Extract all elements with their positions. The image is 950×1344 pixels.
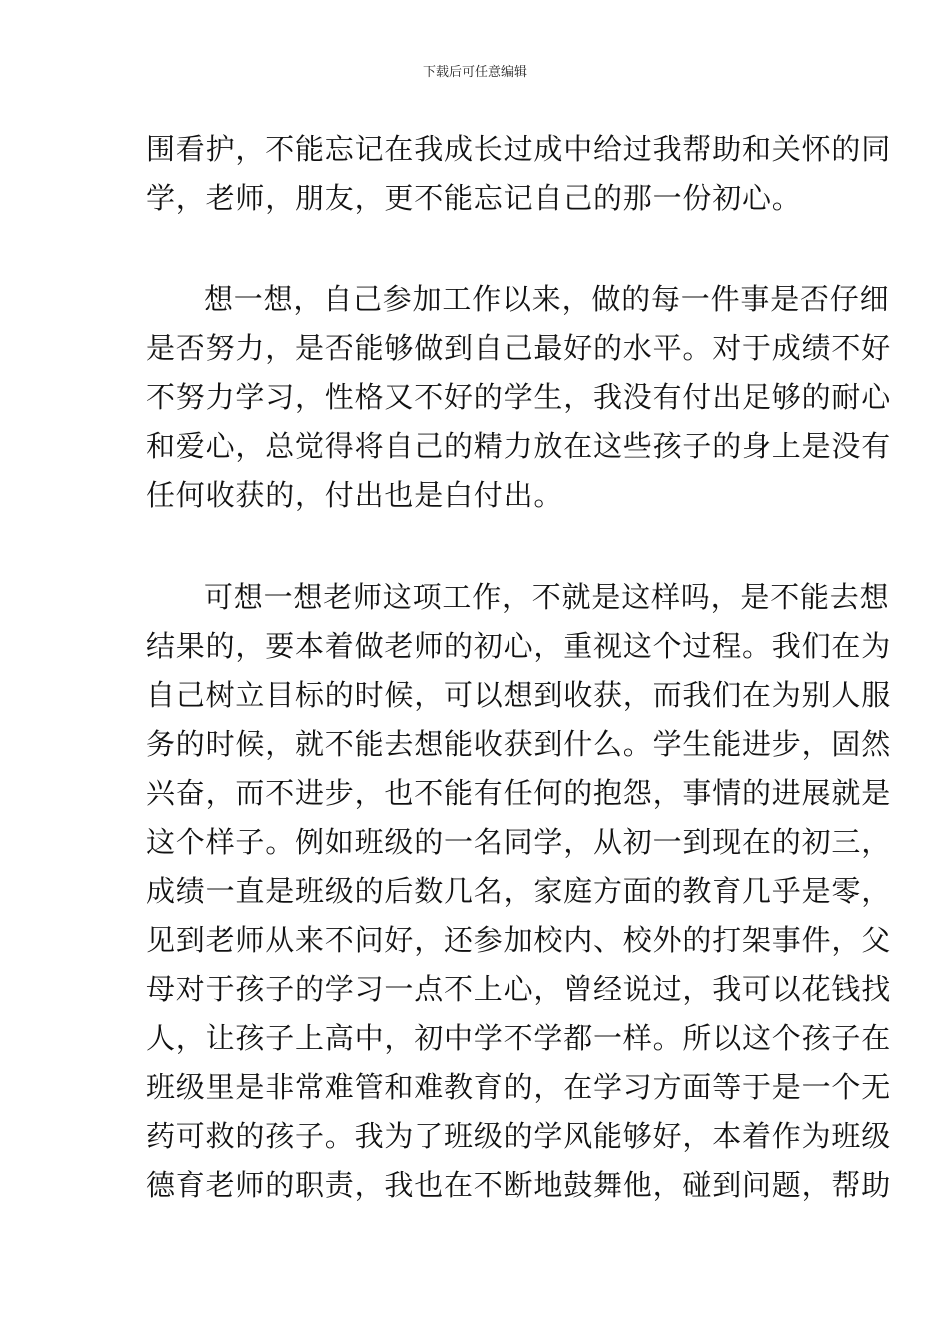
text-line: 想一想，自己参加工作以来，做的每一件事是否仔细 [204,282,890,316]
text-line: 德育老师的职责，我也在不断地鼓舞他，碰到问题，帮助 [146,1168,892,1202]
text-line: 人，让孩子上高中，初中学不学都一样。所以这个孩子在 [146,1021,892,1055]
text-line: 和爱心，总觉得将自己的精力放在这些孩子的身上是没有 [146,429,892,463]
text-line: 围看护，不能忘记在我成长过成中给过我帮助和关怀的同 [146,132,892,166]
text-line: 不努力学习，性格又不好的学生，我没有付出足够的耐心 [146,380,892,414]
text-line: 自己树立目标的时候，可以想到收获，而我们在为别人服 [146,678,892,712]
text-line: 结果的，要本着做老师的初心，重视这个过程。我们在为 [146,629,892,663]
text-line: 母对于孩子的学习一点不上心，曾经说过，我可以花钱找 [146,972,892,1006]
paragraph-3 [146,573,892,1210]
text-line: 是否努力，是否能够做到自己最好的水平。对于成绩不好 [146,331,892,365]
text-line: 学，老师，朋友，更不能忘记自己的那一份初心。 [146,181,802,215]
text-line: 任何收获的，付出也是白付出。 [146,478,564,512]
page-header-note: 下载后可任意编辑 [422,65,527,80]
text-line: 这个样子。例如班级的一名同学，从初一到现在的初三， [146,825,892,859]
text-line: 可想一想老师这项工作，不就是这样吗，是不能去想 [204,580,890,614]
text-line: 务的时候，就不能去想能收获到什么。学生能进步，固然 [146,727,892,761]
text-line: 班级里是非常难管和难教育的，在学习方面等于是一个无 [146,1070,892,1104]
paragraph-2 [146,275,892,520]
text-line: 见到老师从来不问好，还参加校内、校外的打架事件，父 [146,923,892,957]
paragraph-1 [146,125,892,223]
text-line: 兴奋，而不进步，也不能有任何的抱怨，事情的进展就是 [146,776,892,810]
text-line: 药可救的孩子。我为了班级的学风能够好，本着作为班级 [146,1119,892,1153]
text-line: 成绩一直是班级的后数几名，家庭方面的教育几乎是零， [146,874,892,908]
